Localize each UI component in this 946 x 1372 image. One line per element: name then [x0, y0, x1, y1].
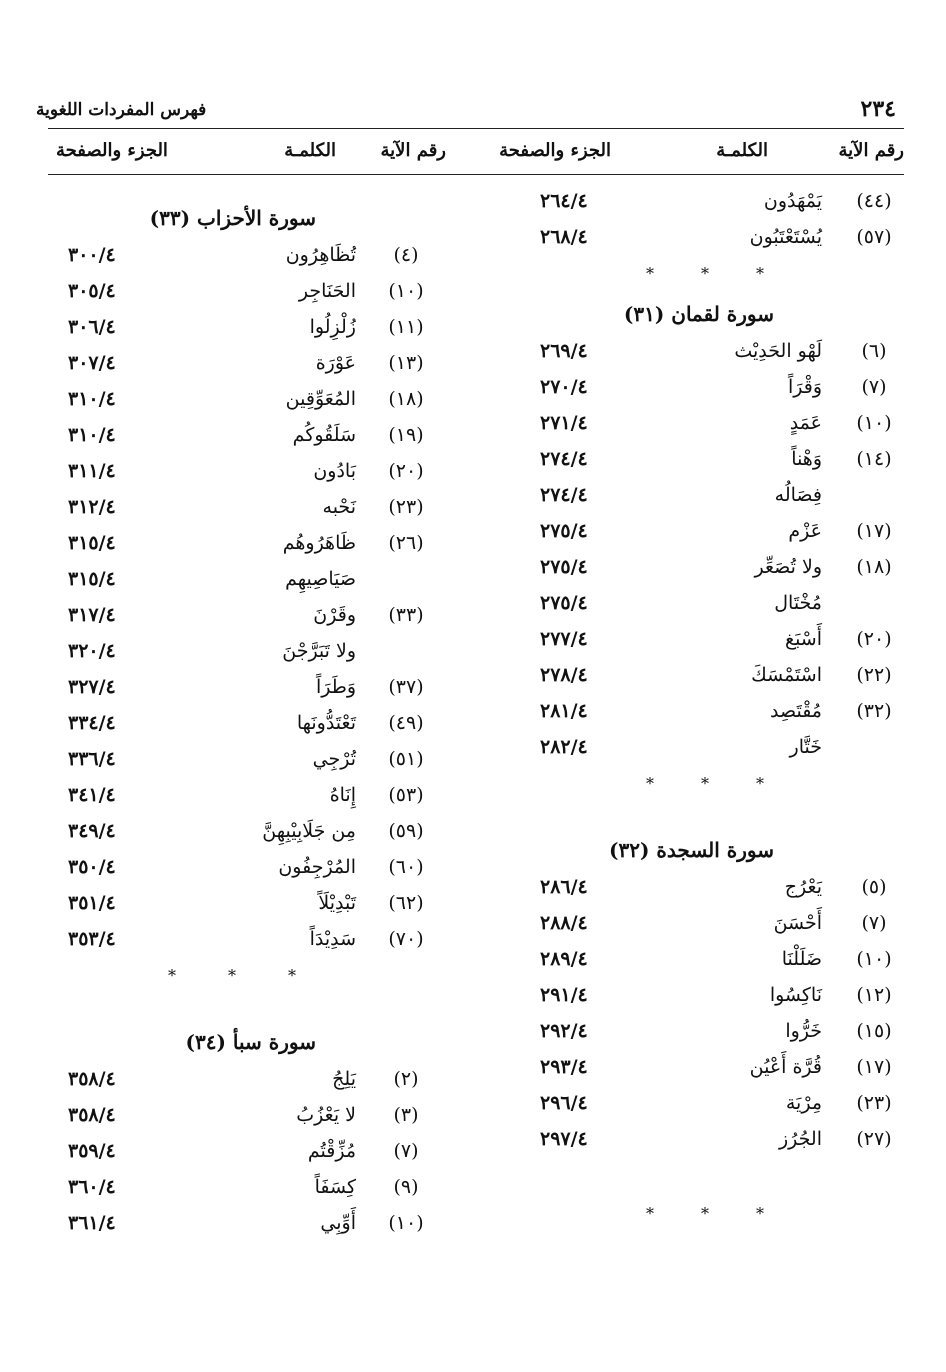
table-row: (٢٦) ظَاهَرُوهُم ٣١٥/٤	[68, 532, 424, 554]
page-header	[36, 96, 896, 128]
col-head-verse-right: رقم الآية	[838, 140, 904, 161]
table-row: (٣) لا يَعْزُبُ ٣٥٨/٤	[68, 1104, 419, 1126]
table-row: (١٠) ضَلَلْنَا ٢٨٩/٤	[540, 948, 892, 970]
separator-stars: * * *	[168, 966, 296, 985]
col-head-ref-left: الجزء والصفحة	[56, 140, 168, 161]
table-row: (٤) تُظَاهِرُون ٣٠٠/٤	[68, 244, 419, 266]
col-head-verse-left: رقم الآية	[380, 140, 446, 161]
table-row: (٧) وَقْرَاً ٢٧٠/٤	[540, 376, 887, 398]
table-row: (١٠) الحَنَاجِر ٣٠٥/٤	[68, 280, 424, 302]
table-row: (١٣) عَوْرَة ٣٠٧/٤	[68, 352, 424, 374]
col-head-ref-right: الجزء والصفحة	[499, 140, 611, 161]
page-ref: ٢٦٨/٤	[540, 226, 588, 248]
table-row: (١٨) المُعَوِّقِين ٣١٠/٤	[68, 388, 424, 410]
table-row: مُخْتَال ٢٧٥/٤	[540, 592, 822, 614]
table-row: (٧) مُزِّقْتُم ٣٥٩/٤	[68, 1140, 419, 1162]
table-row: (٥٩) مِن جَلَابِيْبِهِنَّ ٣٤٩/٤	[68, 820, 424, 842]
col-head-word-right: الكلمـة	[716, 140, 768, 161]
table-row: (٢٠) بَادُون ٣١١/٤	[68, 460, 424, 482]
table-row: (١٢) نَاكِسُوا ٢٩١/٤	[540, 984, 892, 1006]
page-title: فهرس المفردات اللغوية	[36, 100, 207, 120]
sura-title-32: سورة السجدة (٣٢)	[609, 838, 774, 862]
table-row: (٦٢) تَبْدِيْلَاً ٣٥١/٤	[68, 892, 424, 914]
sura-title-33: سورة الأحزاب (٣٣)	[149, 206, 316, 230]
table-row: (٦) لَهْو الحَدِيْث ٢٦٩/٤	[540, 340, 887, 362]
table-row: (٩) كِسَفَاً ٣٦٠/٤	[68, 1176, 419, 1198]
table-row: (١٠) عَمَدٍ ٢٧١/٤	[540, 412, 892, 434]
col-head-word-left: الكلمـة	[284, 140, 336, 161]
table-row: (٥١) تُرْجِي ٣٣٦/٤	[68, 748, 424, 770]
word: يَمْهَدُون	[763, 190, 822, 212]
column-header-rule	[48, 174, 904, 175]
sura-title-31: سورة لقمان (٣١)	[623, 302, 774, 326]
table-row: (٢٣) نَحْبه ٣١٢/٤	[68, 496, 424, 518]
table-row: (٤٩) تَعْتَدُّونَها ٣٣٤/٤	[68, 712, 424, 734]
table-row: (٣٢) مُقْتَصِد ٢٨١/٤	[540, 700, 892, 722]
table-row: (١٨) ولا تُصَعِّر ٢٧٥/٤	[540, 556, 892, 578]
table-row: (٣٣) وقَرْنَ ٣١٧/٤	[68, 604, 424, 626]
table-row	[484, 186, 904, 222]
table-row: ولا تَبَرَّجْنَ ٣٢٠/٤	[68, 640, 356, 662]
page-number: ٢٣٤	[860, 96, 896, 122]
separator-stars: * * *	[646, 774, 764, 793]
table-row: (٥) يَعْرُج ٢٨٦/٤	[540, 876, 887, 898]
table-row: (١١) زُلْزِلُوا ٣٠٦/٤	[68, 316, 424, 338]
sura-title-34: سورة سبأ (٣٤)	[185, 1030, 316, 1054]
table-row: (١٩) سَلَقُوكُم ٣١٠/٤	[68, 424, 424, 446]
separator-stars: * * *	[646, 1204, 764, 1223]
table-row: صَيَاصِيهِم ٣١٥/٤	[68, 568, 356, 590]
table-row: فِصَالُه ٢٧٤/٤	[540, 484, 822, 506]
right-column	[484, 186, 904, 1232]
table-row: (١٤) وَهْناً ٢٧٤/٤	[540, 448, 892, 470]
verse-number: (٤٤)	[856, 190, 892, 212]
left-column	[36, 196, 456, 1244]
table-row: (٢٣) مِرْيَة ٢٩٦/٤	[540, 1092, 892, 1114]
table-row	[484, 222, 904, 258]
table-row: خَتَّار ٢٨٢/٤	[540, 736, 822, 758]
table-row: (٢٠) أَسْبَغ ٢٧٧/٤	[540, 628, 892, 650]
table-row: (١٧) عَزْم ٢٧٥/٤	[540, 520, 892, 542]
table-row: (١٠) أَوِّبِي ٣٦١/٤	[68, 1212, 424, 1234]
table-row: (٢٢) اسْتَمْسَكَ ٢٧٨/٤	[540, 664, 892, 686]
header-rule	[48, 128, 904, 129]
word: يُسْتَعْتَبُون	[749, 226, 822, 248]
table-row: (٧) أَحْسَنَ ٢٨٨/٤	[540, 912, 887, 934]
table-row: (٣٧) وَطَرَاً ٣٢٧/٤	[68, 676, 424, 698]
table-row: (٢) يَلِجُ ٣٥٨/٤	[68, 1068, 419, 1090]
page-ref: ٢٦٤/٤	[540, 190, 588, 212]
verse-number: (٥٧)	[856, 226, 892, 248]
table-row: (٢٧) الجُرُز ٢٩٧/٤	[540, 1128, 892, 1150]
table-row: (٧٠) سَدِيْدَاً ٣٥٣/٤	[68, 928, 424, 950]
table-row: (٦٠) المُرْجِفُون ٣٥٠/٤	[68, 856, 424, 878]
separator-stars: * * *	[646, 264, 764, 283]
table-row: (١٧) قُرَّة أَعْيُن ٢٩٣/٤	[540, 1056, 892, 1078]
table-row: (٥٣) إِنَاهُ ٣٤١/٤	[68, 784, 424, 806]
table-row: (١٥) خَرُّوا ٢٩٢/٤	[540, 1020, 892, 1042]
